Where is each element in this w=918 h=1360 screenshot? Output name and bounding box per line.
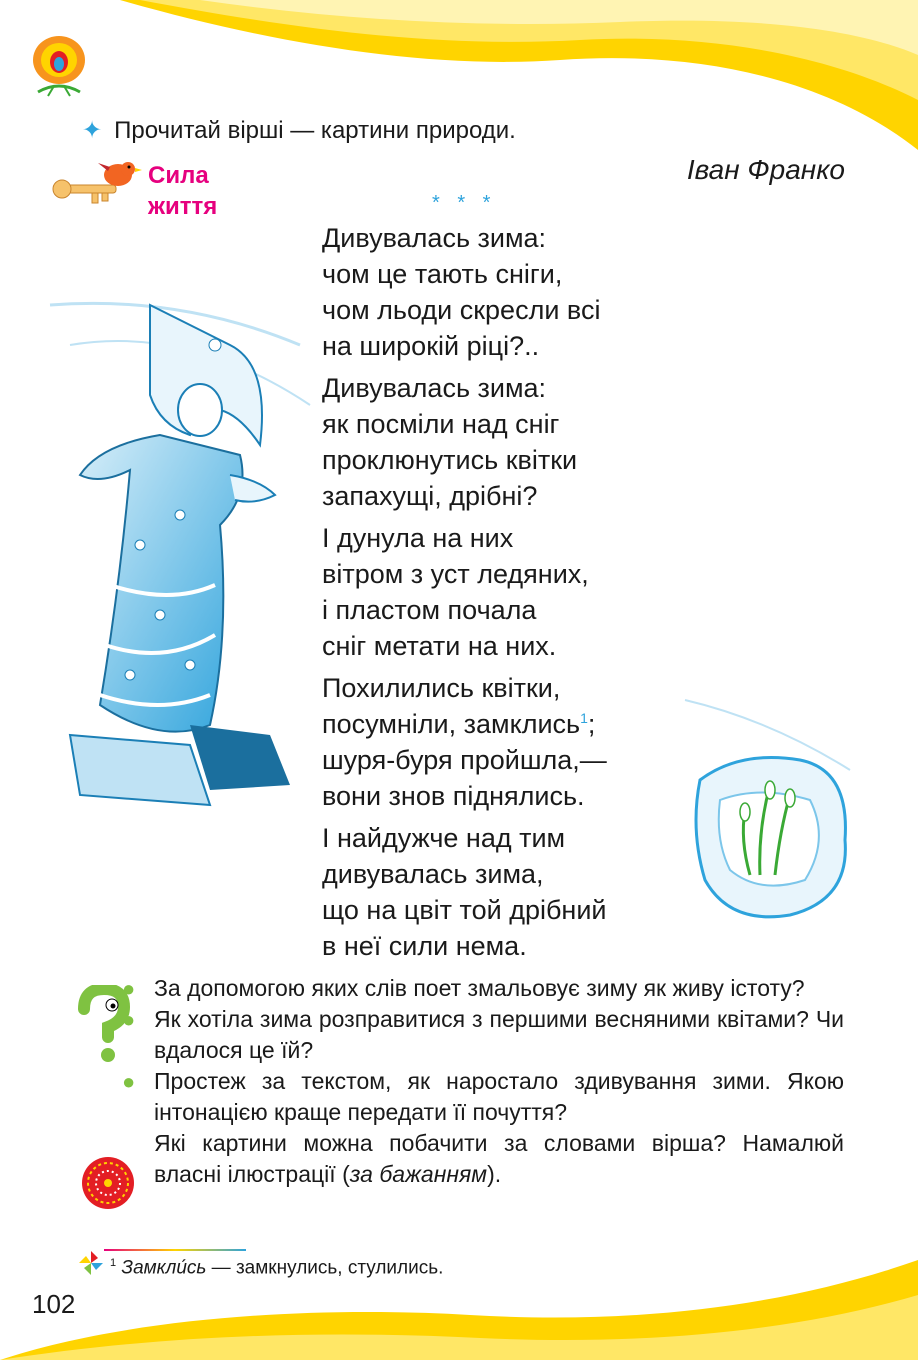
stanza bbox=[322, 820, 607, 964]
poem-line-punctuation: ; bbox=[587, 709, 596, 739]
poem-line: на широкій ріці?.. bbox=[322, 331, 540, 361]
poem-line: Дивувалась зима: bbox=[322, 223, 547, 253]
question-item bbox=[122, 973, 844, 1004]
instruction bbox=[82, 116, 516, 145]
poem-line: дивувалась зима, bbox=[322, 859, 544, 889]
poem-line: що на цвіт той дрібний bbox=[322, 895, 607, 925]
poem-line: і пластом почала bbox=[322, 595, 537, 625]
poem-author: Іван Франко bbox=[686, 154, 845, 185]
task-item bbox=[122, 1128, 844, 1190]
poem-line: сніг метати на них. bbox=[322, 631, 557, 661]
question-text: Простеж за текстом, як наростало здивування зими. Якою інтонацією краще передати її почуття? bbox=[154, 1068, 844, 1125]
poem-line: І найдужче над тим bbox=[322, 823, 566, 853]
snowdrops-illustration bbox=[680, 690, 865, 935]
poem-line: чом льоди скресли всі bbox=[322, 295, 601, 325]
footnote-reference[interactable]: 1 bbox=[580, 710, 588, 726]
section-title bbox=[148, 160, 217, 222]
task-text-start: Які картини можна побачити за словами вірша? Намалюй власні ілюстрації ( bbox=[154, 1130, 844, 1187]
stanza bbox=[322, 370, 607, 514]
winter-figure-illustration bbox=[40, 285, 315, 825]
poem-line: Дивувалась зима: bbox=[322, 373, 547, 403]
poem-line: запахущі, дрібні? bbox=[322, 481, 538, 511]
bird-key-icon bbox=[52, 155, 144, 215]
bullet-icon: ● bbox=[122, 1069, 136, 1094]
instruction-text: Прочитай вірші — картини природи. bbox=[114, 116, 516, 144]
poem-line: Похилились квітки, bbox=[322, 673, 561, 703]
bullet-icon: ● bbox=[122, 1007, 136, 1032]
flower-ornament-icon bbox=[28, 30, 90, 100]
question-item bbox=[122, 1066, 844, 1128]
poem-line: шуря-буря пройшла,— bbox=[322, 745, 607, 775]
stanza bbox=[322, 520, 607, 664]
poem-separator: * * * bbox=[432, 192, 497, 214]
task-text-end: ). bbox=[487, 1161, 502, 1187]
question-text: Як хотіла зима розправитися з першими весняними квітами? Чи вдалося це їй? bbox=[154, 1006, 844, 1063]
bullet-icon: ● bbox=[122, 976, 136, 1001]
art-palette-icon bbox=[80, 1155, 136, 1211]
question-item bbox=[122, 1004, 844, 1066]
footnote bbox=[110, 1257, 443, 1279]
poem-line: в неї сили нема. bbox=[322, 931, 527, 961]
pinwheel-icon bbox=[78, 1250, 104, 1276]
poem-line: чом це тають сніги, bbox=[322, 259, 563, 289]
task-text bbox=[154, 1128, 844, 1190]
poem-line: вони знов піднялись. bbox=[322, 781, 585, 811]
poem-line-with-footnote bbox=[322, 706, 607, 742]
poem-line: І дунула на них bbox=[322, 523, 514, 553]
section-title-line2: життя bbox=[148, 193, 218, 220]
stanza bbox=[322, 220, 607, 364]
questions-list bbox=[122, 973, 844, 1190]
section-title-line1: Сила bbox=[148, 162, 209, 189]
footnote-number: 1 bbox=[110, 1257, 117, 1269]
task-text-italic: за бажанням bbox=[349, 1161, 488, 1187]
question-text: За допомогою яких слів поет змальовує зиму як живу істоту? bbox=[154, 975, 805, 1001]
poem-line: проклюнутись квітки bbox=[322, 445, 578, 475]
footnote-divider bbox=[104, 1249, 246, 1251]
footnote-term: Замкли́сь bbox=[121, 1257, 207, 1279]
poem-line-text: посумніли, замклись bbox=[322, 709, 581, 739]
poem-line: як посміли над сніг bbox=[322, 409, 560, 439]
poem-text bbox=[322, 220, 607, 970]
stanza bbox=[322, 670, 607, 814]
sparkle-star-icon: ✦ bbox=[82, 117, 103, 144]
page-number: 102 bbox=[32, 1289, 76, 1319]
poem-line: вітром з уст ледяних, bbox=[322, 559, 589, 589]
footnote-definition: — замкнулись, стулились. bbox=[206, 1257, 444, 1279]
